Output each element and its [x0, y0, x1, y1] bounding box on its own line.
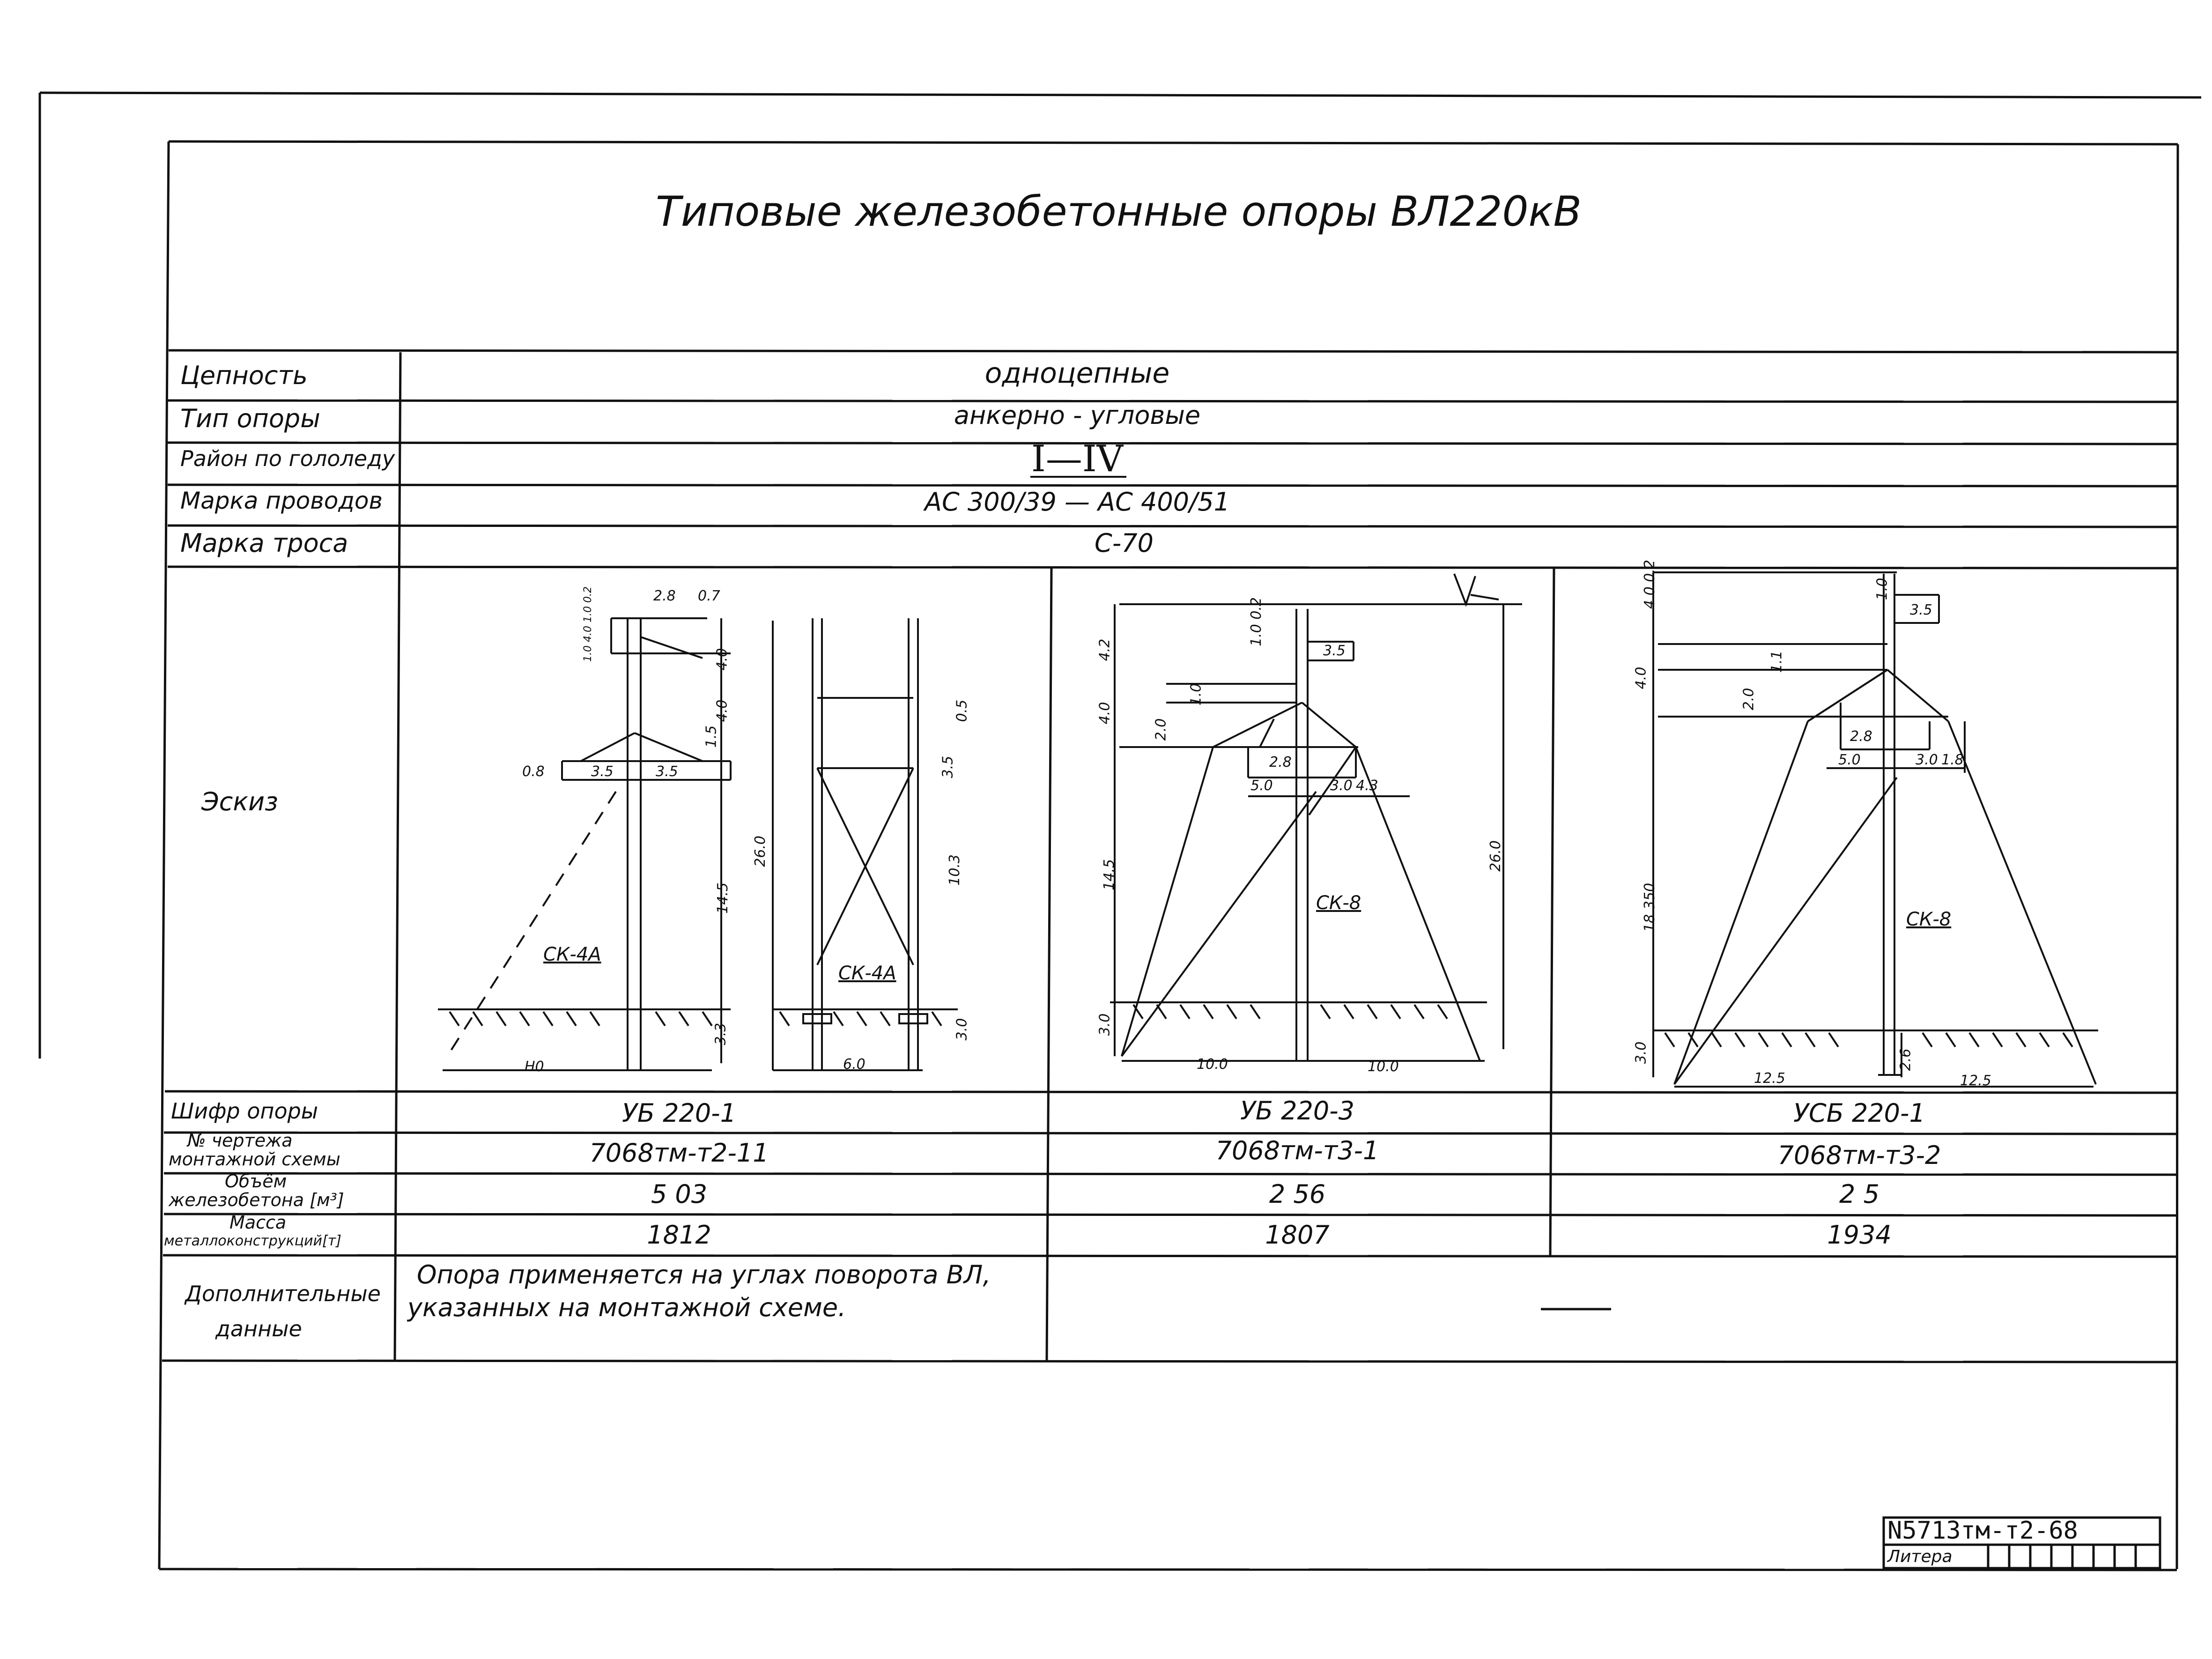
- label-extra-2: данные: [215, 1316, 302, 1341]
- s2-d42: 4.2: [1096, 638, 1113, 661]
- s2-d30b: 3.0: [1096, 1013, 1113, 1036]
- page-title: Типовые железобетонные опоры ВЛ220кВ: [656, 187, 1582, 236]
- mass-col-3: 1934: [1827, 1220, 1892, 1250]
- label-mass-1: Масса: [229, 1212, 287, 1233]
- s1-top: 1.0 4.0 1.0 0.2: [582, 586, 594, 662]
- extra-text-2: указанных на монтажной схеме.: [407, 1293, 846, 1322]
- s1b-d260: 26.0: [752, 836, 769, 867]
- s3-d28: 2.8: [1850, 728, 1872, 745]
- code-col-1: УБ 220-1: [621, 1098, 737, 1128]
- s1-d33: 3.3: [712, 1022, 729, 1045]
- sketch-3-lines: [1653, 572, 2098, 1087]
- s3-d125a: 12.5: [1754, 1070, 1785, 1087]
- s1-h10: H0: [525, 1059, 544, 1075]
- s3-ck: СК-8: [1906, 909, 1952, 930]
- value-cable: С-70: [1095, 528, 1154, 558]
- s3-d10: 1.0: [1874, 578, 1891, 600]
- drawing-col-3: 7068тм-т3-2: [1777, 1141, 1941, 1170]
- s2-d145: 14.5: [1101, 859, 1117, 890]
- label-sketch: Эскиз: [201, 787, 278, 816]
- volume-col-3: 2 5: [1839, 1179, 1879, 1209]
- s2-d10: 1.0: [1188, 683, 1205, 706]
- label-volume-2: железобетона [м³]: [169, 1190, 344, 1210]
- s3-d30: 3.0: [1916, 752, 1938, 768]
- s3-d11: 1.1: [1768, 650, 1785, 673]
- s1b-ck: СК-4А: [838, 963, 896, 984]
- s3-d125b: 12.5: [1960, 1073, 1991, 1089]
- value-chain: одноцепные: [984, 357, 1170, 390]
- s2-top: 1.0 0.2: [1248, 597, 1265, 646]
- s2-d40: 4.0: [1096, 702, 1113, 725]
- s1-d08: 0.8: [522, 763, 545, 780]
- s2-d260: 26.0: [1487, 840, 1504, 872]
- s1-d28: 2.8: [653, 588, 676, 604]
- s1-ck: СК-4А: [543, 944, 601, 965]
- label-code: Шифр опоры: [171, 1098, 318, 1124]
- s2-d30: 3.0: [1330, 778, 1353, 794]
- s1b-d103: 10.3: [946, 854, 963, 886]
- s2-d35: 3.5: [1323, 643, 1346, 659]
- label-wire: Марка проводов: [180, 487, 383, 514]
- s1-d07: 0.7: [698, 588, 720, 604]
- drawing-col-1: 7068тм-т2-11: [589, 1138, 769, 1168]
- s1-d35a: 3.5: [591, 763, 614, 780]
- s1b-d05: 0.5: [954, 699, 970, 722]
- label-ice: Район по гололеду: [180, 446, 395, 471]
- s2-ck: СК-8: [1316, 892, 1361, 914]
- stamp-number: N5713тм-т2-68: [1887, 1517, 2078, 1545]
- s3-d18: 1.8: [1941, 752, 1964, 768]
- s2-d28: 2.8: [1269, 754, 1292, 770]
- stamp-litera: Литера: [1887, 1547, 1953, 1566]
- s3-d26: 2.6: [1897, 1048, 1914, 1071]
- label-chain: Цепность: [180, 361, 308, 390]
- label-drawing-1: № чертежа: [187, 1130, 293, 1151]
- volume-col-2: 2 56: [1269, 1179, 1326, 1209]
- s3-d30b: 3.0: [1633, 1041, 1650, 1064]
- label-mass-2: металлоконструкций[т]: [164, 1233, 341, 1249]
- sketch-2-lines: [1110, 574, 1522, 1061]
- s3-h: 18.350: [1641, 883, 1658, 932]
- s1b-d35: 3.5: [940, 755, 956, 778]
- mass-col-1: 1812: [647, 1220, 711, 1250]
- code-col-3: УСБ 220-1: [1793, 1098, 1925, 1128]
- s1b-d3: 3.0: [954, 1018, 970, 1041]
- s3-d20: 2.0: [1740, 688, 1757, 711]
- sketch-1b-lines: [773, 618, 958, 1070]
- value-type: анкерно - угловые: [954, 400, 1201, 430]
- label-type: Тип опоры: [180, 404, 320, 433]
- s1-d145: 14.5: [714, 882, 731, 914]
- extra-text-1: Опора применяется на углах поворота ВЛ,: [417, 1260, 991, 1289]
- s1-d15: 1.5: [703, 725, 720, 748]
- label-cable: Марка троса: [180, 528, 348, 558]
- s2-d100a: 10.0: [1197, 1056, 1228, 1073]
- volume-col-1: 5 03: [651, 1179, 708, 1209]
- value-ice: I—IV: [1031, 438, 1123, 480]
- s2-d50: 5.0: [1250, 778, 1273, 794]
- s2-d20: 2.0: [1153, 718, 1169, 741]
- s2-d43: 4.3: [1356, 778, 1378, 794]
- s3-d40: 4.0: [1633, 667, 1650, 689]
- code-col-2: УБ 220-3: [1240, 1096, 1355, 1126]
- s3-top: 4.0 0.2: [1641, 560, 1658, 609]
- s1b-d60: 6.0: [843, 1056, 866, 1073]
- s3-d50: 5.0: [1838, 752, 1861, 768]
- s1-d40: 4.0: [714, 648, 731, 671]
- label-extra-1: Дополнительные: [185, 1281, 381, 1306]
- label-drawing-2: монтажной схемы: [169, 1149, 340, 1170]
- s1-d35b: 3.5: [656, 763, 678, 780]
- s2-d100b: 10.0: [1368, 1059, 1399, 1075]
- label-volume-1: Объём: [225, 1171, 287, 1192]
- s1-d40b: 4.0: [714, 699, 731, 722]
- value-wire: АС 300/39 — АС 400/51: [925, 487, 1230, 517]
- mass-col-2: 1807: [1265, 1220, 1330, 1250]
- s3-d35: 3.5: [1910, 602, 1932, 618]
- drawing-col-2: 7068тм-т3-1: [1215, 1136, 1379, 1165]
